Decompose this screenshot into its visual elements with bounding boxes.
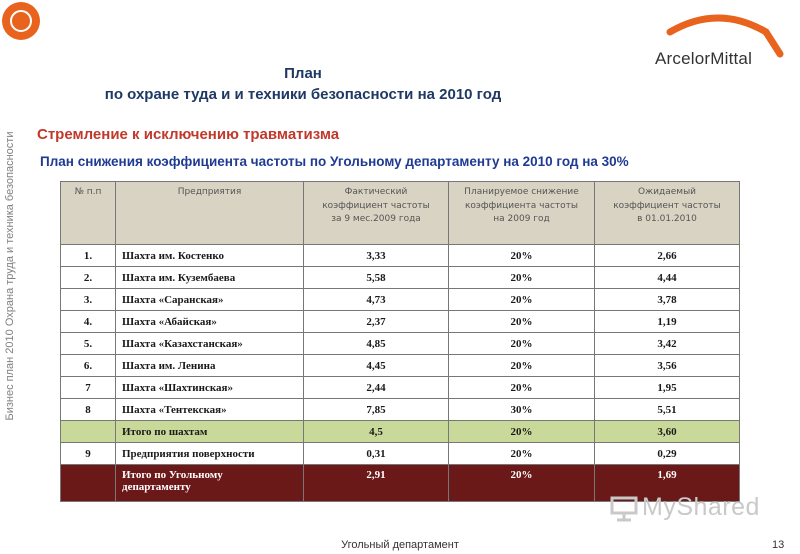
frequency-table [60, 181, 740, 502]
total-mines-row: Итого по шахтам 4,5 20% 3,60 [61, 421, 740, 443]
table-header-row [61, 182, 740, 245]
side-caption: Бизнес план 2010 Охрана труда и техника безопасности [4, 131, 16, 420]
company-name: ArcelorMittal [655, 49, 753, 68]
page-title: План [284, 65, 322, 82]
section-subtitle: Стремление к исключению травматизма [37, 126, 340, 143]
surface-row: 9 Предприятия поверхности 0,31 20% 0,29 [61, 443, 740, 465]
header-planned: Планируемое снижение коэффициента частоты на 2009 год [449, 182, 595, 245]
table-row: 5. Шахта «Казахстанская» 4,85 20% 3,42 [61, 333, 740, 355]
table-row: 4. Шахта «Абайская» 2,37 20% 1,19 [61, 311, 740, 333]
safety-logo [2, 2, 40, 40]
plan-subtitle: План снижения коэффициента частоты по Угольному департаменту на 2010 год на 30% [40, 154, 629, 169]
table-row: 3. Шахта «Саранская» 4,73 20% 3,78 [61, 289, 740, 311]
presentation-icon [610, 494, 638, 522]
header-name: Предприятия [116, 182, 304, 245]
page-number: 13 [772, 539, 785, 551]
header-num: № п.п [61, 182, 116, 245]
table-row: 6. Шахта им. Ленина 4,45 20% 3,56 [61, 355, 740, 377]
header-actual: Фактический коэффициент частоты за 9 мес.2009 года [304, 182, 449, 245]
table-row: 1. Шахта им. Костенко 3,33 20% 2,66 [61, 245, 740, 267]
grand-total-row: Итого по Угольному департаменту 2,91 20% 1,69 [61, 465, 740, 502]
header-expected: Ожидаемый коэффициент частоты в 01.01.2010 [595, 182, 740, 245]
page-title-line2: по охране туда и и техники безопасности на 2010 год [104, 86, 502, 103]
footer-text: Угольный департамент [341, 539, 459, 551]
table-row: 2. Шахта им. Кузембаева 5,58 20% 4,44 [61, 267, 740, 289]
watermark: MyShared [642, 493, 760, 521]
table-row: 7 Шахта «Шахтинская» 2,44 20% 1,95 [61, 377, 740, 399]
table-row: 8 Шахта «Тентекская» 7,85 30% 5,51 [61, 399, 740, 421]
